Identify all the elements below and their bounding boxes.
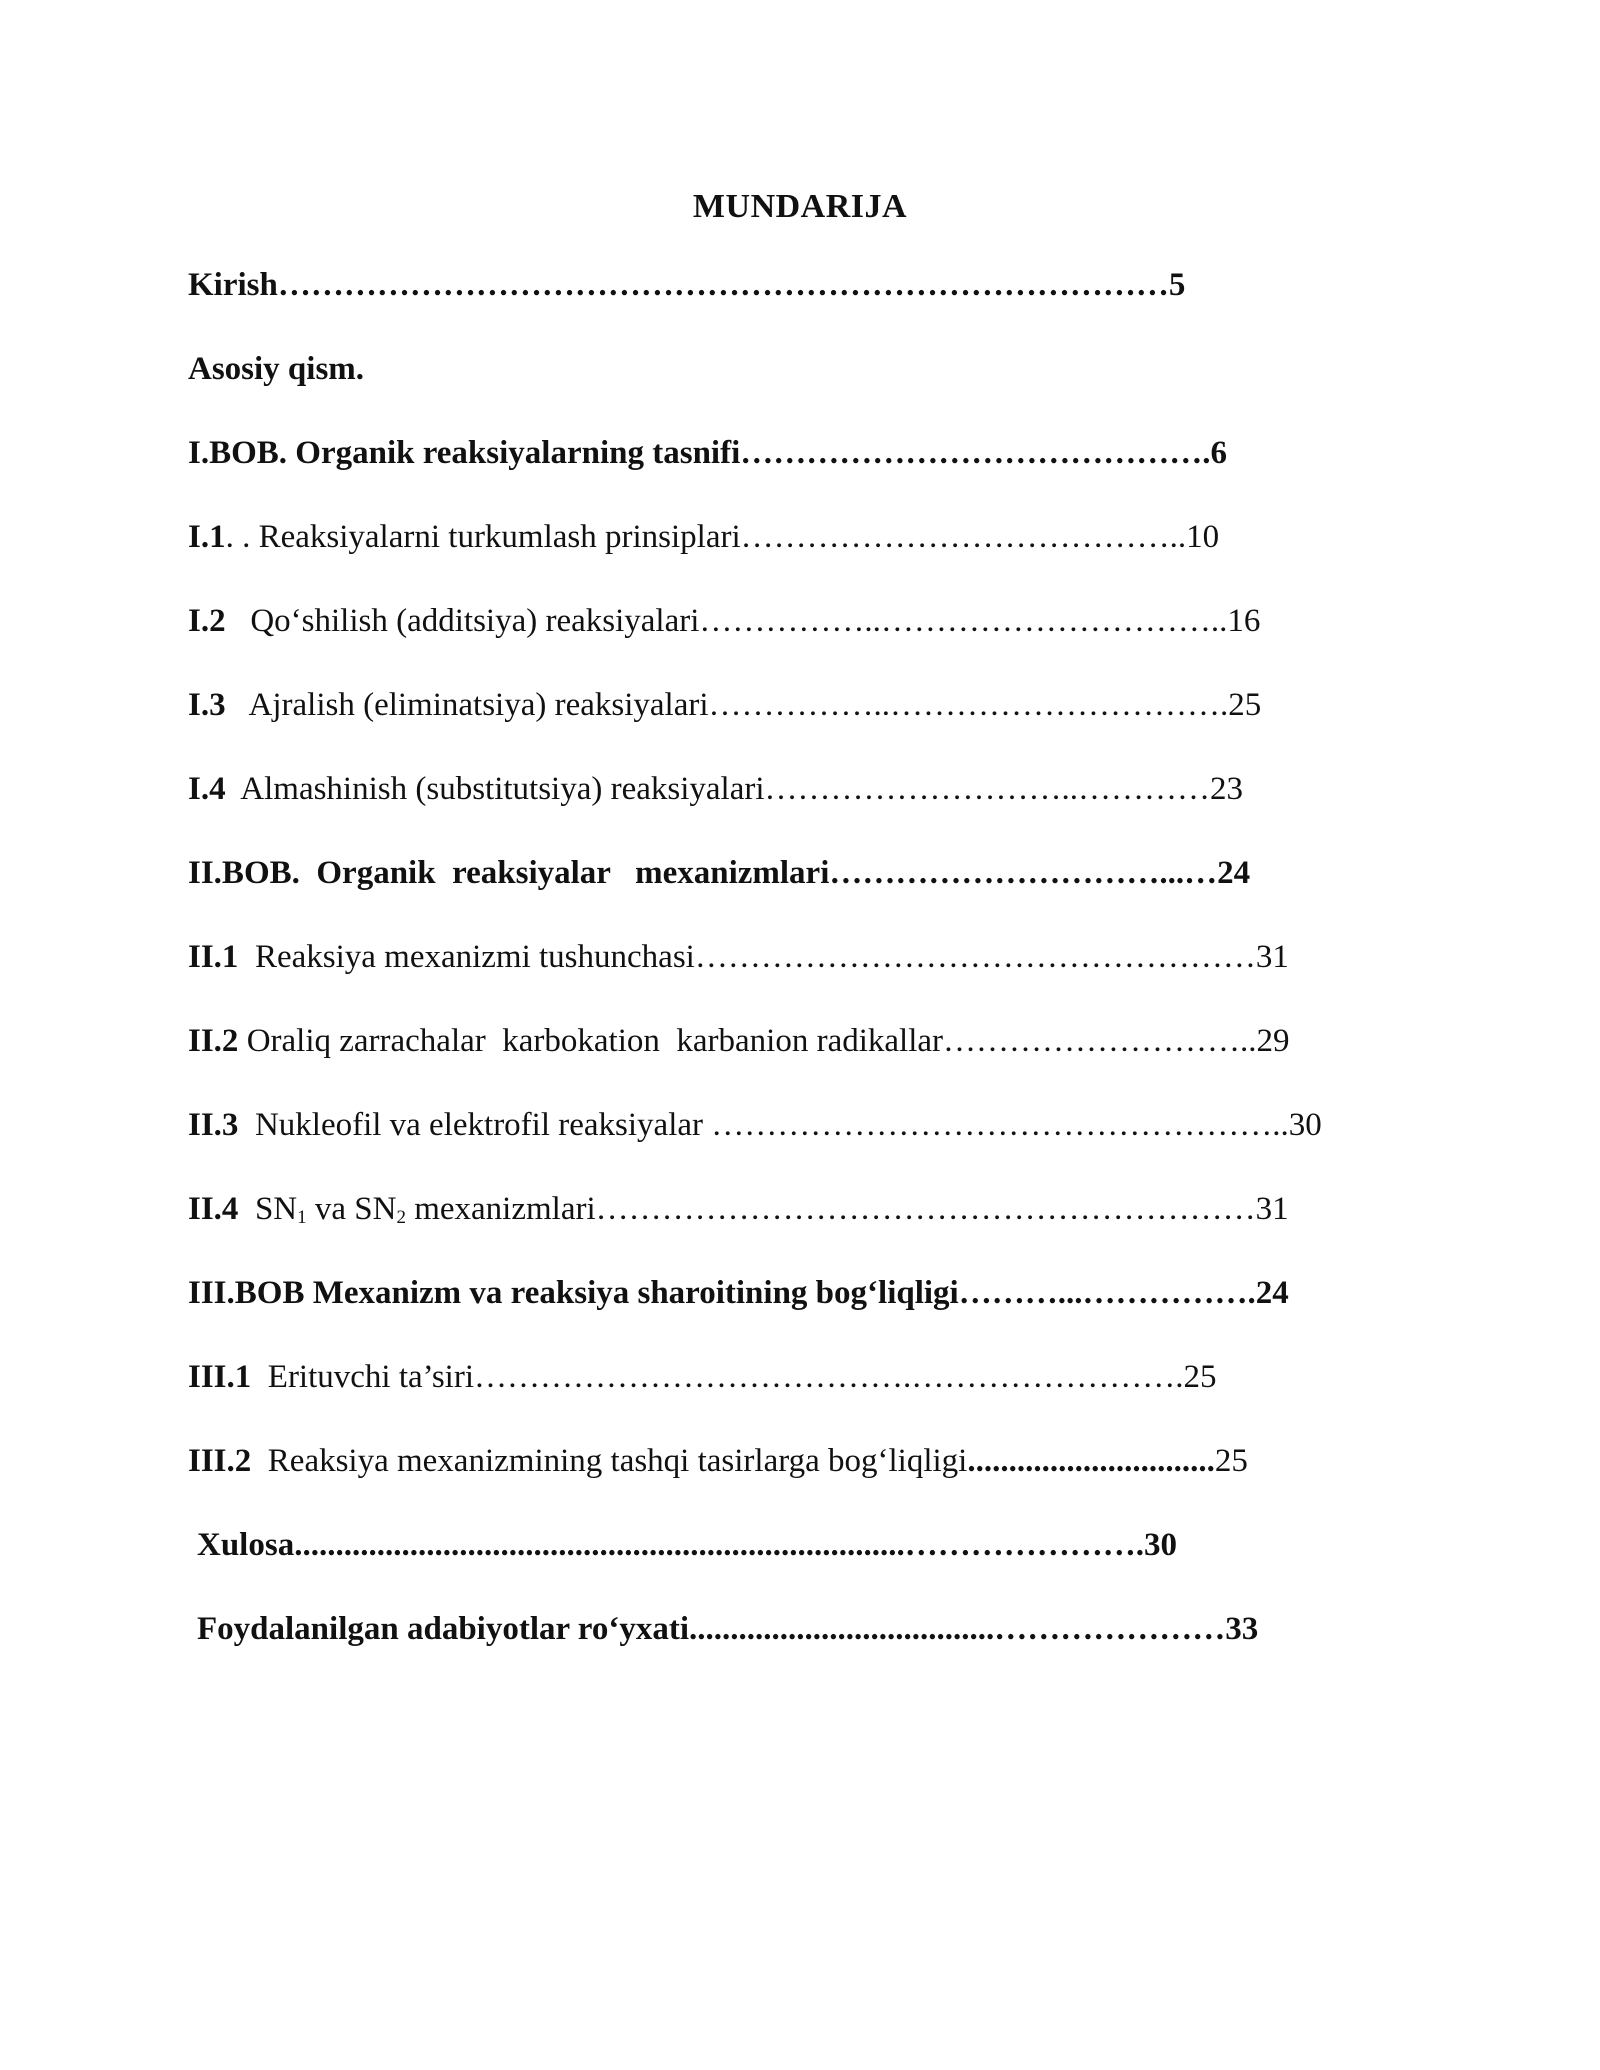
toc-entry-code: I.4 — [188, 771, 226, 807]
toc-entry-text: Mexanizm va reaksiya sharoitining bog‘liqligi — [304, 1275, 959, 1311]
toc-entry-text: . . Reaksiyalarni turkumlash prinsiplari — [225, 519, 741, 555]
toc-page-number: 23 — [1210, 771, 1244, 807]
toc-section-heading: Asosiy qism. — [188, 351, 365, 387]
toc-entry-code: I.3 — [188, 687, 226, 723]
toc-entry-code: II.3 — [188, 1107, 239, 1143]
toc-entry-1-3 — [188, 685, 1261, 725]
toc-page-number: 5 — [1168, 267, 1186, 303]
toc-leader-dots: ……………………………………………………………………… — [277, 267, 1169, 303]
toc-leader-dots: …………………………...… — [829, 855, 1218, 891]
toc-entry-text: Reaksiya mexanizmi tushunchasi — [238, 939, 695, 975]
toc-entry-text-mid: va SN — [306, 1191, 397, 1227]
toc-entry-2-4 — [188, 1189, 1289, 1238]
toc-leader-dots: ………...……………. — [958, 1275, 1256, 1311]
toc-entry-references — [197, 1609, 1258, 1649]
toc-page-number: 31 — [1255, 939, 1289, 975]
toc-entry-text: Nukleofil va elektrofil reaksiyalar — [238, 1107, 712, 1143]
toc-leader-dots: .............................. — [967, 1443, 1215, 1479]
toc-entry-code: II.BOB. — [188, 855, 300, 891]
toc-entry-code: I.2 — [188, 603, 226, 639]
toc-entry-kirish — [188, 265, 1185, 305]
toc-entry-chapter-2 — [188, 853, 1250, 893]
toc-page-number: 16 — [1227, 603, 1261, 639]
toc-page-number: 24 — [1255, 1275, 1289, 1311]
toc-entry-text: Almashinish (substitutsiya) reaksiyalari — [225, 771, 765, 807]
toc-entry-1-1 — [188, 517, 1219, 557]
toc-entry-text: Ajralish (eliminatsiya) reaksiyalari — [225, 687, 709, 723]
toc-page-number: .25 — [1175, 1359, 1217, 1395]
toc-entry-xulosa — [197, 1525, 1177, 1565]
toc-page-number: 10 — [1186, 519, 1220, 555]
toc-entry-3-1 — [188, 1357, 1216, 1397]
toc-leader-dots: …………………………………………………… — [595, 1191, 1256, 1227]
toc-entry-2-3 — [188, 1105, 1322, 1145]
toc-entry-text: Reaksiya mexanizmining tashqi tasirlarga bog‘liqligi — [251, 1443, 968, 1479]
toc-entry-code: II.2 — [188, 1023, 239, 1059]
toc-entry-asosiy-qism — [188, 349, 364, 389]
toc-entry-text: Erituvchi ta’siri — [251, 1359, 474, 1395]
toc-entry-2-1 — [188, 937, 1289, 977]
toc-page-number: .6 — [1202, 435, 1227, 471]
toc-entry-code: Xulosa — [197, 1527, 295, 1563]
toc-entry-code: I.BOB. — [188, 435, 288, 471]
subscript-1: 1 — [297, 1207, 307, 1228]
toc-leader-dots: ………………………………….…………………… — [473, 1359, 1176, 1395]
toc-leader-dots: …………………………………………….. — [711, 1107, 1289, 1143]
toc-page-number: 30 — [1288, 1107, 1322, 1143]
page-title: MUNDARIJA — [692, 188, 908, 225]
toc-leader-dots: ……………..………………………….. — [699, 603, 1228, 639]
toc-leader-dots: …………………………………………… — [694, 939, 1256, 975]
toc-entry-code: Foydalanilgan adabiyotlar ro‘yxati — [197, 1611, 690, 1647]
toc-entry-code: III.1 — [188, 1359, 252, 1395]
toc-entry-text-tail: mexanizmlari — [405, 1191, 596, 1227]
toc-entry-text: Organik reaksiyalarning tasnifi — [287, 435, 741, 471]
toc-entry-code: Kirish — [188, 267, 278, 303]
toc-leader-dots: …………………………………… — [740, 435, 1203, 471]
toc-entry-1-4 — [188, 769, 1243, 809]
toc-leader-dots: ………………………………….. — [740, 519, 1187, 555]
subscript-2: 2 — [396, 1207, 406, 1228]
toc-page-number: 25 — [1214, 1443, 1248, 1479]
toc-entry-chapter-3 — [188, 1273, 1289, 1313]
toc-entry-code: II.4 — [188, 1191, 239, 1227]
toc-page-number: 24 — [1217, 855, 1251, 891]
toc-entry-code: I.1 — [188, 519, 226, 555]
toc-entry-text: Oraliq zarrachalar karbokation karbanion radikallar — [238, 1023, 944, 1059]
toc-entry-3-2 — [188, 1441, 1248, 1481]
toc-entry-1-2 — [188, 601, 1260, 641]
toc-leader-dots: ..........................................................................………………… — [294, 1527, 1136, 1563]
toc-leader-dots: ……………..…………………………. — [708, 687, 1229, 723]
toc-page-number: 33 — [1225, 1611, 1259, 1647]
toc-entry-chapter-1 — [188, 433, 1227, 473]
toc-entry-text: SN — [238, 1191, 298, 1227]
toc-page-number: 29 — [1256, 1023, 1290, 1059]
toc-page-number: 25 — [1228, 687, 1262, 723]
toc-leader-dots: ………………………..………… — [764, 771, 1211, 807]
toc-entry-code: II.1 — [188, 939, 239, 975]
toc-leader-dots: ……………………….. — [943, 1023, 1257, 1059]
toc-entry-text: Qo‘shilish (additsiya) reaksiyalari — [225, 603, 700, 639]
toc-entry-text: Organik reaksiyalar mexanizmlari — [299, 855, 830, 891]
toc-entry-2-2 — [188, 1021, 1290, 1061]
toc-entry-code: III.BOB — [188, 1275, 305, 1311]
toc-entry-code: III.2 — [188, 1443, 252, 1479]
toc-page-number: 31 — [1255, 1191, 1289, 1227]
toc-page-number: .30 — [1135, 1527, 1177, 1563]
toc-leader-dots: .....................................………………… — [689, 1611, 1226, 1647]
